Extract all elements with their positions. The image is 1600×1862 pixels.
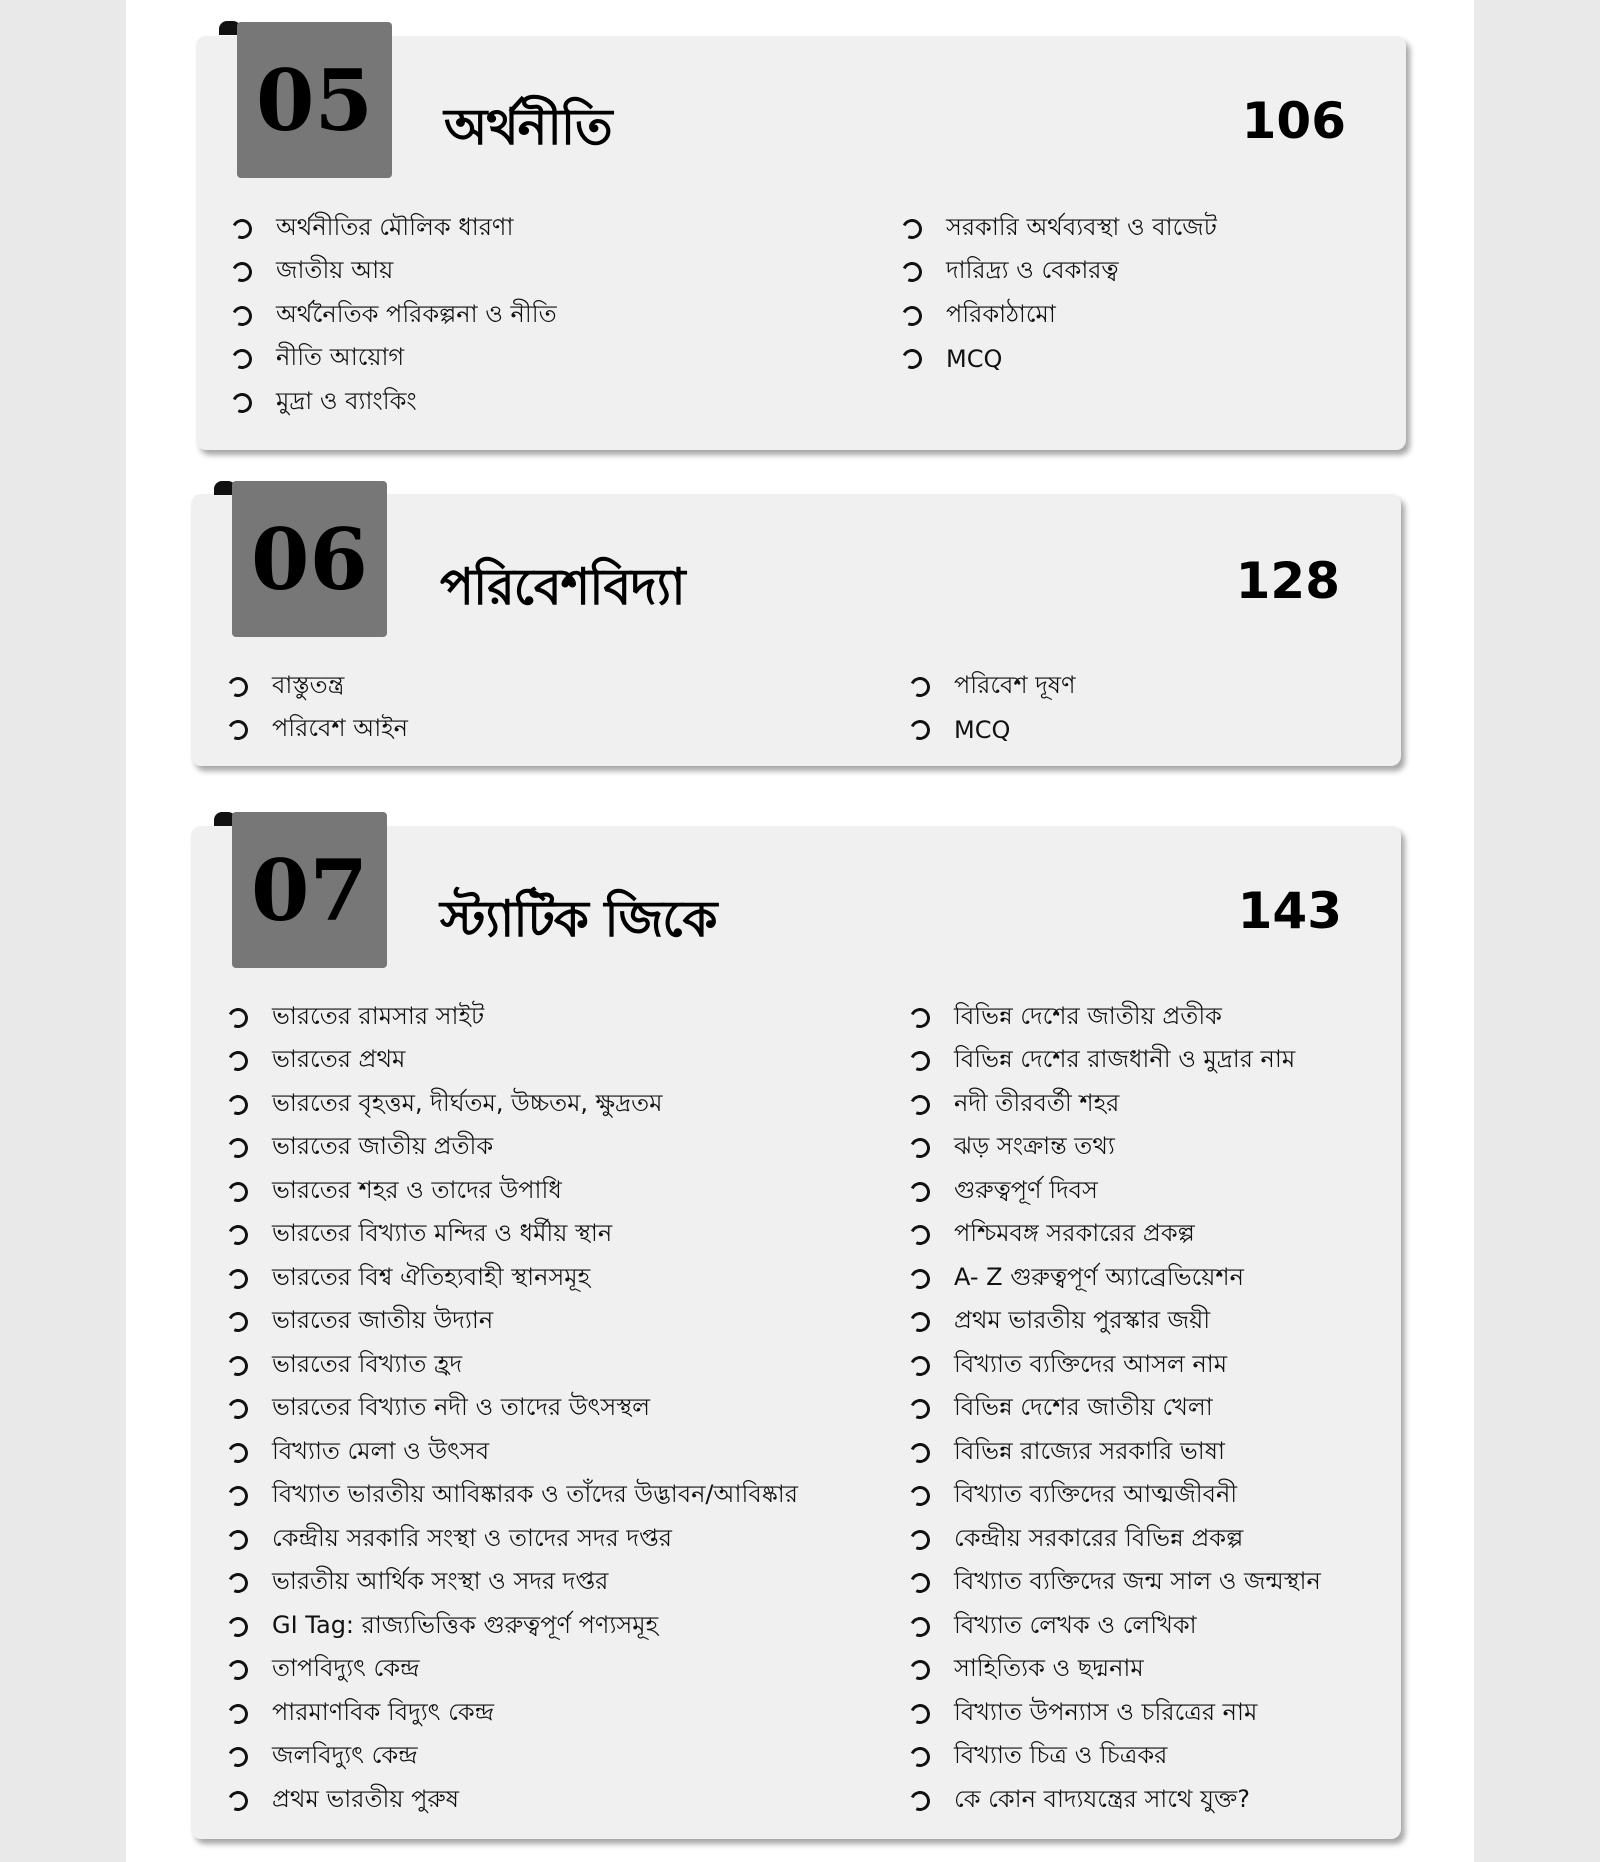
list-item: MCQ — [902, 338, 1217, 382]
chapter-number: 06 — [232, 481, 387, 637]
bullet-icon — [907, 1701, 933, 1727]
bullet-icon — [225, 1179, 251, 1205]
bullet-icon — [907, 1657, 933, 1683]
chapter-page-number: 128 — [1235, 552, 1340, 610]
list-item: ভারতের বিখ্যাত মন্দির ও ধর্মীয় স্থান — [228, 1214, 798, 1258]
list-item: অর্থনীতির মৌলিক ধারণা — [232, 207, 557, 251]
bullet-icon — [907, 1744, 933, 1770]
list-item: ভারতের রামসার সাইট — [228, 996, 798, 1040]
list-item: বিখ্যাত মেলা ও উৎসব — [228, 1431, 798, 1475]
list-item: MCQ — [910, 709, 1076, 753]
list-item: ভারতের বিশ্ব ঐতিহ্যবাহী স্থানসমূহ — [228, 1257, 798, 1301]
list-item: অর্থনৈতিক পরিকল্পনা ও নীতি — [232, 294, 557, 338]
list-item: বিভিন্ন দেশের জাতীয় প্রতীক — [910, 996, 1321, 1040]
bullet-icon — [229, 346, 255, 372]
bullet-icon — [907, 674, 933, 700]
bullet-icon — [907, 1614, 933, 1640]
bullet-icon — [225, 1440, 251, 1466]
topic-list-left — [228, 665, 408, 752]
list-item: গুরুত্বপূর্ণ দিবস — [910, 1170, 1321, 1214]
list-item: জাতীয় আয় — [232, 251, 557, 295]
bullet-icon — [907, 1005, 933, 1031]
bullet-icon — [899, 346, 925, 372]
list-item: নদী তীরবর্তী শহর — [910, 1083, 1321, 1127]
bullet-icon — [225, 1614, 251, 1640]
list-item: বিখ্যাত লেখক ও লেখিকা — [910, 1605, 1321, 1649]
list-item: বিখ্যাত উপন্যাস ও চরিত্রের নাম — [910, 1692, 1321, 1736]
bullet-icon — [899, 303, 925, 329]
bullet-icon — [907, 1135, 933, 1161]
chapter-title: পরিবেশবিদ্যা — [440, 558, 685, 616]
list-item: পারমাণবিক বিদ্যুৎ কেন্দ্র — [228, 1692, 798, 1736]
bullet-icon — [907, 1048, 933, 1074]
bullet-icon — [899, 216, 925, 242]
list-item: কে কোন বাদ্যযন্ত্রের সাথে যুক্ত? — [910, 1779, 1321, 1823]
bullet-icon — [225, 1483, 251, 1509]
list-item: সরকারি অর্থব্যবস্থা ও বাজেট — [902, 207, 1217, 251]
chapter-number: 07 — [232, 812, 387, 968]
list-item: ভারতীয় আর্থিক সংস্থা ও সদর দপ্তর — [228, 1562, 798, 1606]
bullet-icon — [907, 1092, 933, 1118]
bullet-icon — [225, 1005, 251, 1031]
list-item: বিখ্যাত ব্যক্তিদের আসল নাম — [910, 1344, 1321, 1388]
list-item: পরিবেশ আইন — [228, 709, 408, 753]
list-item: ভারতের শহর ও তাদের উপাধি — [228, 1170, 798, 1214]
list-item: ভারতের প্রথম — [228, 1040, 798, 1084]
bullet-icon — [907, 1353, 933, 1379]
bullet-icon — [899, 259, 925, 285]
chapter-title: স্ট্যাটিক জিকে — [440, 890, 717, 948]
list-item: ভারতের বৃহত্তম, দীর্ঘতম, উচ্চতম, ক্ষুদ্রতম — [228, 1083, 798, 1127]
list-item: GI Tag: রাজ্যভিত্তিক গুরুত্বপূর্ণ পণ্যসমূহ — [228, 1605, 798, 1649]
list-item: পরিকাঠামো — [902, 294, 1217, 338]
list-item: জলবিদ্যুৎ কেন্দ্র — [228, 1736, 798, 1780]
bullet-icon — [907, 1309, 933, 1335]
list-item: বিখ্যাত ব্যক্তিদের জন্ম সাল ও জন্মস্থান — [910, 1562, 1321, 1606]
list-item: বিভিন্ন রাজ্যের সরকারি ভাষা — [910, 1431, 1321, 1475]
bullet-icon — [225, 674, 251, 700]
contents-page — [126, 0, 1474, 1862]
list-item: ভারতের বিখ্যাত নদী ও তাদের উৎসস্থল — [228, 1388, 798, 1432]
bullet-icon — [907, 1788, 933, 1814]
list-item: ভারতের বিখ্যাত হ্রদ — [228, 1344, 798, 1388]
topic-list-left — [228, 996, 798, 1823]
list-item: প্রথম ভারতীয় পুরস্কার জয়ী — [910, 1301, 1321, 1345]
bullet-icon — [907, 1266, 933, 1292]
bullet-icon — [229, 216, 255, 242]
bullet-icon — [907, 1527, 933, 1553]
list-item: বিখ্যাত ভারতীয় আবিষ্কারক ও তাঁদের উদ্ভাবন/আবিষ্কার — [228, 1475, 798, 1519]
bullet-icon — [225, 1048, 251, 1074]
bullet-icon — [225, 1309, 251, 1335]
bullet-icon — [225, 1396, 251, 1422]
topic-list-right — [902, 207, 1217, 381]
list-item: কেন্দ্রীয় সরকারের বিভিন্ন প্রকল্প — [910, 1518, 1321, 1562]
bullet-icon — [907, 1440, 933, 1466]
list-item: বিভিন্ন দেশের রাজধানী ও মুদ্রার নাম — [910, 1040, 1321, 1084]
list-item: বিখ্যাত ব্যক্তিদের আত্মজীবনী — [910, 1475, 1321, 1519]
list-item: পরিবেশ দূষণ — [910, 665, 1076, 709]
list-item: প্রথম ভারতীয় পুরুষ — [228, 1779, 798, 1823]
bullet-icon — [225, 1135, 251, 1161]
list-item: ভারতের জাতীয় উদ্যান — [228, 1301, 798, 1345]
bullet-icon — [225, 1353, 251, 1379]
bullet-icon — [225, 1092, 251, 1118]
bullet-icon — [907, 1570, 933, 1596]
list-item: দারিদ্র্য ও বেকারত্ব — [902, 251, 1217, 295]
list-item: মুদ্রা ও ব্যাংকিং — [232, 381, 557, 425]
list-item: ভারতের জাতীয় প্রতীক — [228, 1127, 798, 1171]
chapter-page-number: 143 — [1237, 882, 1342, 940]
bullet-icon — [907, 1222, 933, 1248]
bullet-icon — [229, 259, 255, 285]
chapter-number: 05 — [237, 22, 392, 178]
bullet-icon — [225, 717, 251, 743]
list-item: ঝড় সংক্রান্ত তথ্য — [910, 1127, 1321, 1171]
bullet-icon — [225, 1222, 251, 1248]
bullet-icon — [907, 1179, 933, 1205]
bullet-icon — [225, 1744, 251, 1770]
list-item: বাস্তুতন্ত্র — [228, 665, 408, 709]
list-item: কেন্দ্রীয় সরকারি সংস্থা ও তাদের সদর দপ্তর — [228, 1518, 798, 1562]
list-item: বিভিন্ন দেশের জাতীয় খেলা — [910, 1388, 1321, 1432]
list-item: পশ্চিমবঙ্গ সরকারের প্রকল্প — [910, 1214, 1321, 1258]
bullet-icon — [225, 1527, 251, 1553]
bullet-icon — [225, 1570, 251, 1596]
chapter-title: অর্থনীতি — [444, 98, 612, 156]
bullet-icon — [229, 303, 255, 329]
bullet-icon — [907, 1396, 933, 1422]
list-item: নীতি আয়োগ — [232, 338, 557, 382]
topic-list-right — [910, 665, 1076, 752]
topic-list-right — [910, 996, 1321, 1823]
list-item: তাপবিদ্যুৎ কেন্দ্র — [228, 1649, 798, 1693]
chapter-page-number: 106 — [1241, 92, 1346, 150]
list-item: A- Z গুরুত্বপূর্ণ অ্যাব্রেভিয়েশন — [910, 1257, 1321, 1301]
topic-list-left — [232, 207, 557, 425]
bullet-icon — [225, 1657, 251, 1683]
bullet-icon — [907, 717, 933, 743]
bullet-icon — [225, 1788, 251, 1814]
bullet-icon — [225, 1266, 251, 1292]
list-item: বিখ্যাত চিত্র ও চিত্রকর — [910, 1736, 1321, 1780]
list-item: সাহিত্যিক ও ছদ্মনাম — [910, 1649, 1321, 1693]
bullet-icon — [225, 1701, 251, 1727]
bullet-icon — [229, 390, 255, 416]
bullet-icon — [907, 1483, 933, 1509]
